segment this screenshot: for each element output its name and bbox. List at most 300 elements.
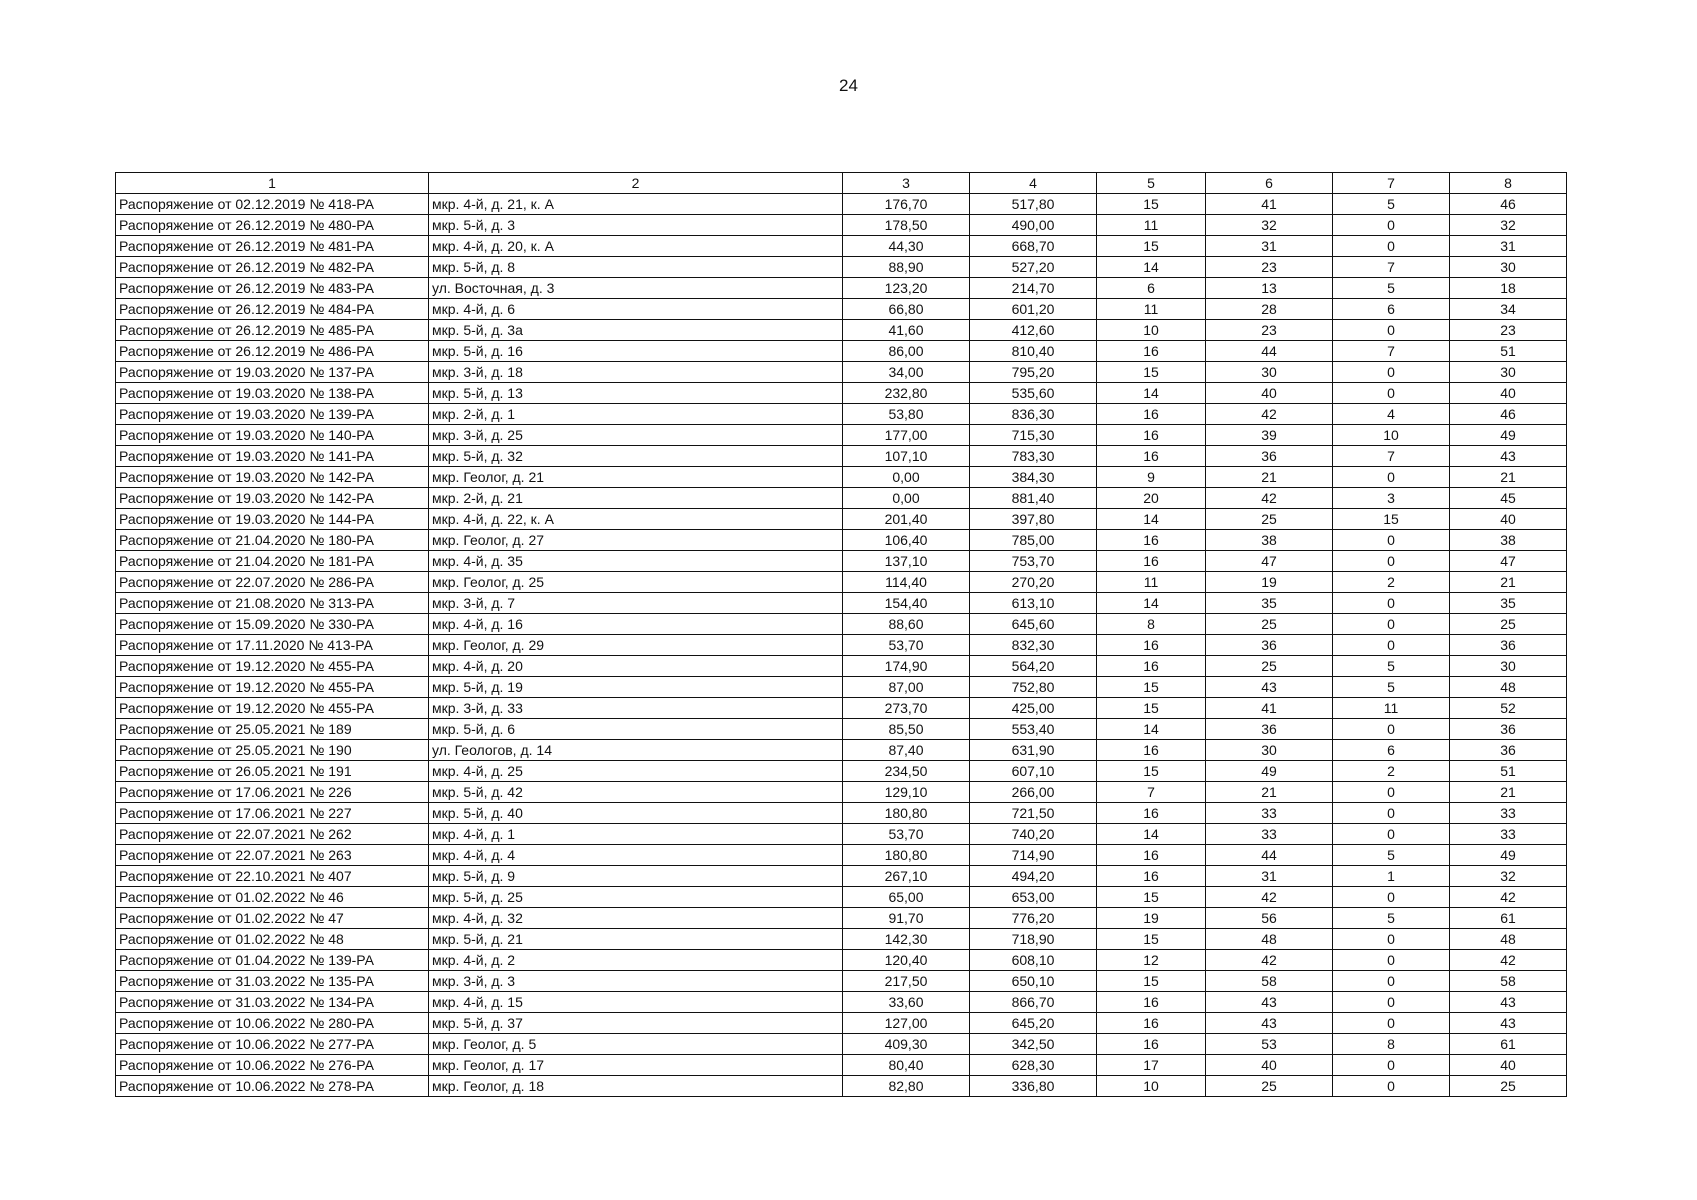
address-cell: мкр. Геолог, д. 5 <box>429 1034 843 1055</box>
order-cell: Распоряжение от 17.06.2021 № 227 <box>116 803 429 824</box>
value-cell: 718,90 <box>970 929 1097 950</box>
value-cell: 35 <box>1450 593 1567 614</box>
table-row <box>116 467 1567 488</box>
value-cell: 16 <box>1097 530 1206 551</box>
value-cell: 43 <box>1450 446 1567 467</box>
value-cell: 120,40 <box>843 950 970 971</box>
value-cell: 28 <box>1206 299 1333 320</box>
value-cell: 16 <box>1097 1013 1206 1034</box>
address-cell: мкр. 5-й, д. 3а <box>429 320 843 341</box>
table-row <box>116 845 1567 866</box>
value-cell: 34 <box>1450 299 1567 320</box>
address-cell: ул. Восточная, д. 3 <box>429 278 843 299</box>
value-cell: 15 <box>1097 194 1206 215</box>
address-cell: мкр. Геолог, д. 21 <box>429 467 843 488</box>
table-row <box>116 656 1567 677</box>
value-cell: 0,00 <box>843 488 970 509</box>
table-row <box>116 740 1567 761</box>
value-cell: 48 <box>1450 677 1567 698</box>
value-cell: 0 <box>1333 362 1450 383</box>
value-cell: 517,80 <box>970 194 1097 215</box>
value-cell: 43 <box>1450 1013 1567 1034</box>
value-cell: 82,80 <box>843 1076 970 1097</box>
order-cell: Распоряжение от 21.04.2020 № 181-РА <box>116 551 429 572</box>
value-cell: 87,40 <box>843 740 970 761</box>
order-cell: Распоряжение от 19.12.2020 № 455-РА <box>116 656 429 677</box>
value-cell: 5 <box>1333 656 1450 677</box>
value-cell: 40 <box>1450 1055 1567 1076</box>
value-cell: 384,30 <box>970 467 1097 488</box>
value-cell: 42 <box>1206 404 1333 425</box>
value-cell: 201,40 <box>843 509 970 530</box>
value-cell: 41 <box>1206 194 1333 215</box>
value-cell: 30 <box>1450 362 1567 383</box>
value-cell: 0 <box>1333 992 1450 1013</box>
table-row <box>116 908 1567 929</box>
value-cell: 535,60 <box>970 383 1097 404</box>
value-cell: 19 <box>1097 908 1206 929</box>
value-cell: 753,70 <box>970 551 1097 572</box>
value-cell: 15 <box>1097 362 1206 383</box>
address-cell: мкр. 4-й, д. 16 <box>429 614 843 635</box>
address-cell: мкр. 3-й, д. 25 <box>429 425 843 446</box>
value-cell: 18 <box>1450 278 1567 299</box>
value-cell: 795,20 <box>970 362 1097 383</box>
value-cell: 14 <box>1097 383 1206 404</box>
value-cell: 85,50 <box>843 719 970 740</box>
value-cell: 270,20 <box>970 572 1097 593</box>
table-row <box>116 362 1567 383</box>
address-cell: мкр. 4-й, д. 22, к. А <box>429 509 843 530</box>
value-cell: 36 <box>1206 635 1333 656</box>
table-row <box>116 509 1567 530</box>
value-cell: 42 <box>1450 887 1567 908</box>
value-cell: 31 <box>1206 236 1333 257</box>
value-cell: 40 <box>1450 509 1567 530</box>
value-cell: 61 <box>1450 1034 1567 1055</box>
value-cell: 52 <box>1450 698 1567 719</box>
value-cell: 35 <box>1206 593 1333 614</box>
value-cell: 412,60 <box>970 320 1097 341</box>
column-header: 2 <box>429 173 843 194</box>
value-cell: 881,40 <box>970 488 1097 509</box>
value-cell: 21 <box>1450 467 1567 488</box>
value-cell: 785,00 <box>970 530 1097 551</box>
value-cell: 43 <box>1206 992 1333 1013</box>
value-cell: 10 <box>1097 1076 1206 1097</box>
value-cell: 0 <box>1333 782 1450 803</box>
value-cell: 45 <box>1450 488 1567 509</box>
value-cell: 48 <box>1450 929 1567 950</box>
value-cell: 490,00 <box>970 215 1097 236</box>
address-cell: мкр. 4-й, д. 21, к. А <box>429 194 843 215</box>
column-header: 6 <box>1206 173 1333 194</box>
value-cell: 0 <box>1333 530 1450 551</box>
value-cell: 137,10 <box>843 551 970 572</box>
order-cell: Распоряжение от 10.06.2022 № 280-РА <box>116 1013 429 1034</box>
value-cell: 5 <box>1333 845 1450 866</box>
value-cell: 214,70 <box>970 278 1097 299</box>
value-cell: 4 <box>1333 404 1450 425</box>
value-cell: 14 <box>1097 593 1206 614</box>
value-cell: 33 <box>1206 803 1333 824</box>
address-cell: мкр. 5-й, д. 13 <box>429 383 843 404</box>
value-cell: 608,10 <box>970 950 1097 971</box>
value-cell: 53,80 <box>843 404 970 425</box>
value-cell: 650,10 <box>970 971 1097 992</box>
value-cell: 12 <box>1097 950 1206 971</box>
value-cell: 11 <box>1097 572 1206 593</box>
value-cell: 5 <box>1333 908 1450 929</box>
value-cell: 15 <box>1097 887 1206 908</box>
address-cell: мкр. 4-й, д. 25 <box>429 761 843 782</box>
value-cell: 0,00 <box>843 467 970 488</box>
table-row <box>116 1055 1567 1076</box>
value-cell: 51 <box>1450 761 1567 782</box>
value-cell: 273,70 <box>843 698 970 719</box>
order-cell: Распоряжение от 19.03.2020 № 140-РА <box>116 425 429 446</box>
value-cell: 0 <box>1333 551 1450 572</box>
value-cell: 47 <box>1206 551 1333 572</box>
value-cell: 16 <box>1097 992 1206 1013</box>
value-cell: 0 <box>1333 593 1450 614</box>
value-cell: 7 <box>1333 341 1450 362</box>
table-row <box>116 887 1567 908</box>
table-row <box>116 614 1567 635</box>
value-cell: 15 <box>1097 761 1206 782</box>
value-cell: 176,70 <box>843 194 970 215</box>
value-cell: 15 <box>1097 677 1206 698</box>
value-cell: 336,80 <box>970 1076 1097 1097</box>
value-cell: 0 <box>1333 1055 1450 1076</box>
order-cell: Распоряжение от 31.03.2022 № 134-РА <box>116 992 429 1013</box>
table-row <box>116 803 1567 824</box>
address-cell: мкр. 5-й, д. 25 <box>429 887 843 908</box>
value-cell: 866,70 <box>970 992 1097 1013</box>
value-cell: 613,10 <box>970 593 1097 614</box>
value-cell: 494,20 <box>970 866 1097 887</box>
value-cell: 10 <box>1333 425 1450 446</box>
table-row <box>116 446 1567 467</box>
table-row <box>116 236 1567 257</box>
address-cell: мкр. 4-й, д. 4 <box>429 845 843 866</box>
value-cell: 36 <box>1450 740 1567 761</box>
value-cell: 31 <box>1450 236 1567 257</box>
table-row <box>116 194 1567 215</box>
value-cell: 31 <box>1206 866 1333 887</box>
order-cell: Распоряжение от 26.12.2019 № 483-РА <box>116 278 429 299</box>
value-cell: 397,80 <box>970 509 1097 530</box>
value-cell: 53,70 <box>843 635 970 656</box>
order-cell: Распоряжение от 01.02.2022 № 47 <box>116 908 429 929</box>
value-cell: 36 <box>1206 719 1333 740</box>
value-cell: 11 <box>1333 698 1450 719</box>
value-cell: 127,00 <box>843 1013 970 1034</box>
value-cell: 53,70 <box>843 824 970 845</box>
address-cell: мкр. 5-й, д. 42 <box>429 782 843 803</box>
table-row <box>116 929 1567 950</box>
value-cell: 40 <box>1206 383 1333 404</box>
address-cell: мкр. 5-й, д. 9 <box>429 866 843 887</box>
value-cell: 527,20 <box>970 257 1097 278</box>
value-cell: 32 <box>1450 215 1567 236</box>
table-row <box>116 488 1567 509</box>
value-cell: 0 <box>1333 719 1450 740</box>
value-cell: 33 <box>1450 824 1567 845</box>
value-cell: 34,00 <box>843 362 970 383</box>
order-cell: Распоряжение от 26.12.2019 № 481-РА <box>116 236 429 257</box>
address-cell: мкр. 3-й, д. 33 <box>429 698 843 719</box>
value-cell: 607,10 <box>970 761 1097 782</box>
value-cell: 564,20 <box>970 656 1097 677</box>
value-cell: 0 <box>1333 383 1450 404</box>
value-cell: 0 <box>1333 614 1450 635</box>
column-header: 4 <box>970 173 1097 194</box>
value-cell: 0 <box>1333 635 1450 656</box>
table-row <box>116 950 1567 971</box>
value-cell: 21 <box>1450 782 1567 803</box>
order-cell: Распоряжение от 10.06.2022 № 276-РА <box>116 1055 429 1076</box>
value-cell: 628,30 <box>970 1055 1097 1076</box>
value-cell: 46 <box>1450 194 1567 215</box>
value-cell: 30 <box>1450 656 1567 677</box>
value-cell: 44,30 <box>843 236 970 257</box>
order-cell: Распоряжение от 31.03.2022 № 135-РА <box>116 971 429 992</box>
order-cell: Распоряжение от 01.02.2022 № 48 <box>116 929 429 950</box>
value-cell: 21 <box>1450 572 1567 593</box>
value-cell: 3 <box>1333 488 1450 509</box>
address-cell: мкр. 5-й, д. 16 <box>429 341 843 362</box>
order-cell: Распоряжение от 10.06.2022 № 277-РА <box>116 1034 429 1055</box>
value-cell: 21 <box>1206 782 1333 803</box>
address-cell: мкр. 3-й, д. 3 <box>429 971 843 992</box>
value-cell: 49 <box>1206 761 1333 782</box>
address-cell: мкр. 5-й, д. 19 <box>429 677 843 698</box>
value-cell: 42 <box>1450 950 1567 971</box>
table-row <box>116 383 1567 404</box>
value-cell: 36 <box>1450 635 1567 656</box>
address-cell: мкр. 5-й, д. 3 <box>429 215 843 236</box>
value-cell: 39 <box>1206 425 1333 446</box>
order-cell: Распоряжение от 10.06.2022 № 278-РА <box>116 1076 429 1097</box>
value-cell: 16 <box>1097 551 1206 572</box>
value-cell: 36 <box>1206 446 1333 467</box>
value-cell: 6 <box>1333 740 1450 761</box>
value-cell: 0 <box>1333 929 1450 950</box>
value-cell: 30 <box>1206 362 1333 383</box>
value-cell: 10 <box>1097 320 1206 341</box>
value-cell: 0 <box>1333 1013 1450 1034</box>
value-cell: 129,10 <box>843 782 970 803</box>
order-cell: Распоряжение от 19.03.2020 № 144-РА <box>116 509 429 530</box>
address-cell: мкр. 4-й, д. 35 <box>429 551 843 572</box>
value-cell: 16 <box>1097 803 1206 824</box>
value-cell: 33 <box>1450 803 1567 824</box>
column-header: 5 <box>1097 173 1206 194</box>
address-cell: мкр. Геолог, д. 18 <box>429 1076 843 1097</box>
registry-table <box>115 172 1567 1097</box>
value-cell: 114,40 <box>843 572 970 593</box>
address-cell: мкр. 4-й, д. 32 <box>429 908 843 929</box>
order-cell: Распоряжение от 01.02.2022 № 46 <box>116 887 429 908</box>
value-cell: 41 <box>1206 698 1333 719</box>
value-cell: 38 <box>1206 530 1333 551</box>
value-cell: 19 <box>1206 572 1333 593</box>
value-cell: 16 <box>1097 425 1206 446</box>
value-cell: 0 <box>1333 950 1450 971</box>
value-cell: 80,40 <box>843 1055 970 1076</box>
address-cell: мкр. 3-й, д. 18 <box>429 362 843 383</box>
value-cell: 16 <box>1097 866 1206 887</box>
value-cell: 154,40 <box>843 593 970 614</box>
value-cell: 232,80 <box>843 383 970 404</box>
value-cell: 32 <box>1450 866 1567 887</box>
value-cell: 44 <box>1206 341 1333 362</box>
order-cell: Распоряжение от 19.03.2020 № 142-РА <box>116 467 429 488</box>
value-cell: 86,00 <box>843 341 970 362</box>
value-cell: 721,50 <box>970 803 1097 824</box>
value-cell: 38 <box>1450 530 1567 551</box>
value-cell: 40 <box>1450 383 1567 404</box>
table-row <box>116 698 1567 719</box>
value-cell: 8 <box>1097 614 1206 635</box>
order-cell: Распоряжение от 26.12.2019 № 480-РА <box>116 215 429 236</box>
value-cell: 810,40 <box>970 341 1097 362</box>
value-cell: 0 <box>1333 236 1450 257</box>
value-cell: 15 <box>1097 971 1206 992</box>
value-cell: 40 <box>1206 1055 1333 1076</box>
value-cell: 48 <box>1206 929 1333 950</box>
address-cell: мкр. 4-й, д. 2 <box>429 950 843 971</box>
value-cell: 5 <box>1333 194 1450 215</box>
table-row <box>116 677 1567 698</box>
header-row <box>116 173 1567 194</box>
value-cell: 33,60 <box>843 992 970 1013</box>
value-cell: 7 <box>1097 782 1206 803</box>
table-body <box>116 194 1567 1097</box>
order-cell: Распоряжение от 19.03.2020 № 139-РА <box>116 404 429 425</box>
value-cell: 23 <box>1450 320 1567 341</box>
order-cell: Распоряжение от 22.07.2021 № 262 <box>116 824 429 845</box>
value-cell: 30 <box>1206 740 1333 761</box>
value-cell: 177,00 <box>843 425 970 446</box>
address-cell: мкр. 5-й, д. 37 <box>429 1013 843 1034</box>
table-row <box>116 1034 1567 1055</box>
value-cell: 836,30 <box>970 404 1097 425</box>
value-cell: 58 <box>1450 971 1567 992</box>
address-cell: мкр. 4-й, д. 20, к. А <box>429 236 843 257</box>
address-cell: мкр. 3-й, д. 7 <box>429 593 843 614</box>
order-cell: Распоряжение от 25.05.2021 № 190 <box>116 740 429 761</box>
value-cell: 25 <box>1206 614 1333 635</box>
value-cell: 17 <box>1097 1055 1206 1076</box>
value-cell: 61 <box>1450 908 1567 929</box>
order-cell: Распоряжение от 26.12.2019 № 485-РА <box>116 320 429 341</box>
order-cell: Распоряжение от 15.09.2020 № 330-РА <box>116 614 429 635</box>
value-cell: 16 <box>1097 635 1206 656</box>
table-row <box>116 425 1567 446</box>
value-cell: 91,70 <box>843 908 970 929</box>
value-cell: 49 <box>1450 425 1567 446</box>
column-header: 7 <box>1333 173 1450 194</box>
value-cell: 1 <box>1333 866 1450 887</box>
table-row <box>116 782 1567 803</box>
order-cell: Распоряжение от 26.05.2021 № 191 <box>116 761 429 782</box>
order-cell: Распоряжение от 25.05.2021 № 189 <box>116 719 429 740</box>
value-cell: 25 <box>1206 1076 1333 1097</box>
value-cell: 8 <box>1333 1034 1450 1055</box>
value-cell: 7 <box>1333 446 1450 467</box>
value-cell: 43 <box>1450 992 1567 1013</box>
value-cell: 715,30 <box>970 425 1097 446</box>
value-cell: 601,20 <box>970 299 1097 320</box>
value-cell: 30 <box>1450 257 1567 278</box>
value-cell: 14 <box>1097 509 1206 530</box>
order-cell: Распоряжение от 21.08.2020 № 313-РА <box>116 593 429 614</box>
value-cell: 46 <box>1450 404 1567 425</box>
address-cell: мкр. 5-й, д. 32 <box>429 446 843 467</box>
value-cell: 2 <box>1333 761 1450 782</box>
table-row <box>116 719 1567 740</box>
value-cell: 13 <box>1206 278 1333 299</box>
table-row <box>116 320 1567 341</box>
value-cell: 43 <box>1206 677 1333 698</box>
value-cell: 9 <box>1097 467 1206 488</box>
table-row <box>116 866 1567 887</box>
value-cell: 56 <box>1206 908 1333 929</box>
order-cell: Распоряжение от 17.06.2021 № 226 <box>116 782 429 803</box>
value-cell: 267,10 <box>843 866 970 887</box>
value-cell: 0 <box>1333 320 1450 341</box>
order-cell: Распоряжение от 26.12.2019 № 486-РА <box>116 341 429 362</box>
order-cell: Распоряжение от 19.12.2020 № 455-РА <box>116 677 429 698</box>
value-cell: 180,80 <box>843 803 970 824</box>
value-cell: 23 <box>1206 257 1333 278</box>
value-cell: 15 <box>1333 509 1450 530</box>
value-cell: 16 <box>1097 845 1206 866</box>
value-cell: 217,50 <box>843 971 970 992</box>
order-cell: Распоряжение от 22.07.2020 № 286-РА <box>116 572 429 593</box>
address-cell: мкр. 5-й, д. 21 <box>429 929 843 950</box>
value-cell: 41,60 <box>843 320 970 341</box>
value-cell: 65,00 <box>843 887 970 908</box>
column-header: 8 <box>1450 173 1567 194</box>
value-cell: 714,90 <box>970 845 1097 866</box>
table-row <box>116 257 1567 278</box>
value-cell: 25 <box>1206 656 1333 677</box>
value-cell: 87,00 <box>843 677 970 698</box>
address-cell: мкр. 5-й, д. 6 <box>429 719 843 740</box>
value-cell: 668,70 <box>970 236 1097 257</box>
order-cell: Распоряжение от 19.03.2020 № 141-РА <box>116 446 429 467</box>
order-cell: Распоряжение от 02.12.2019 № 418-РА <box>116 194 429 215</box>
value-cell: 51 <box>1450 341 1567 362</box>
value-cell: 653,00 <box>970 887 1097 908</box>
table-row <box>116 572 1567 593</box>
column-header: 3 <box>843 173 970 194</box>
address-cell: мкр. 2-й, д. 21 <box>429 488 843 509</box>
table-row <box>116 1076 1567 1097</box>
value-cell: 5 <box>1333 278 1450 299</box>
address-cell: мкр. Геолог, д. 17 <box>429 1055 843 1076</box>
value-cell: 88,90 <box>843 257 970 278</box>
value-cell: 752,80 <box>970 677 1097 698</box>
order-cell: Распоряжение от 21.04.2020 № 180-РА <box>116 530 429 551</box>
table-row <box>116 278 1567 299</box>
order-cell: Распоряжение от 22.07.2021 № 263 <box>116 845 429 866</box>
value-cell: 142,30 <box>843 929 970 950</box>
order-cell: Распоряжение от 26.12.2019 № 482-РА <box>116 257 429 278</box>
